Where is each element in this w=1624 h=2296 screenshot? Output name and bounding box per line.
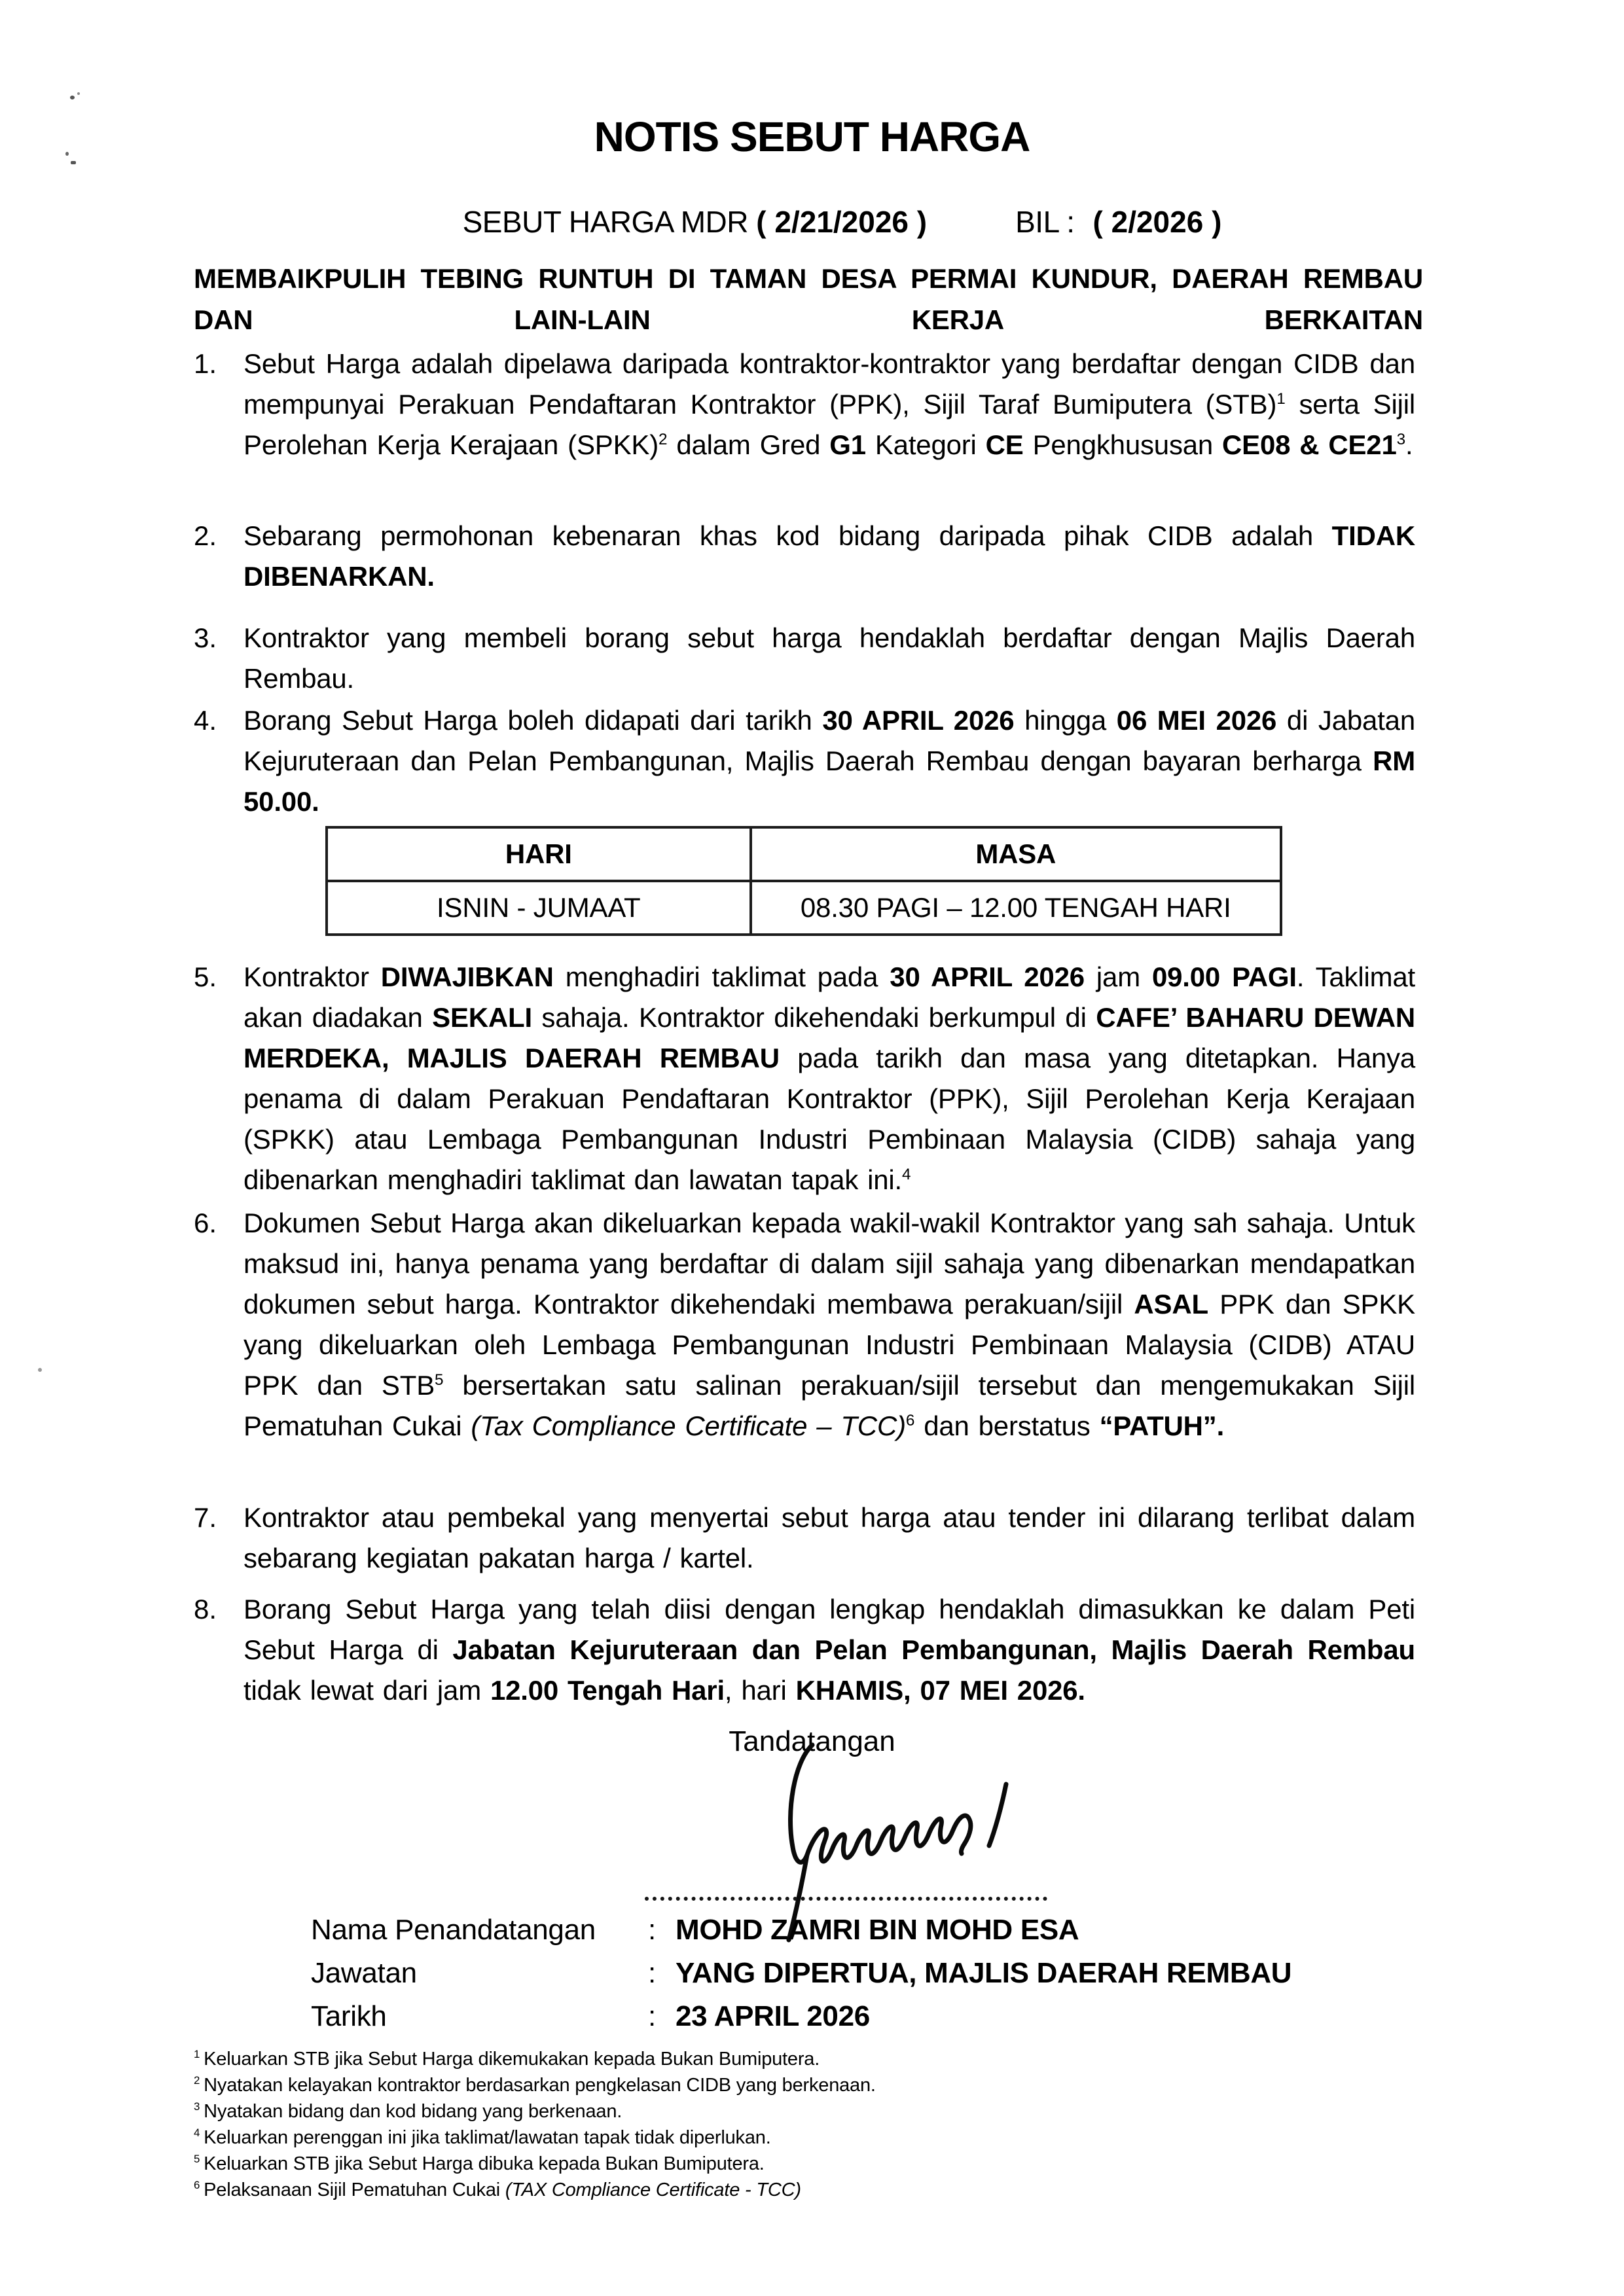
footnote-2 (194, 2072, 1307, 2098)
item-number: 2. (194, 520, 217, 551)
bil-reference (1015, 204, 1221, 240)
list-item-1 (194, 344, 1415, 465)
footnote-6 (194, 2177, 1307, 2203)
footnote-5 (194, 2151, 1307, 2177)
page-title: NOTIS SEBUT HARGA (594, 113, 1030, 160)
table-header-hari: HARI (327, 827, 751, 881)
item-number: 1. (194, 348, 217, 379)
footnote-marker: 5 (194, 2153, 200, 2166)
signature-row-name (311, 1909, 1463, 1952)
footnote-marker: 1 (194, 2048, 200, 2061)
item-text: Borang Sebut Harga yang telah diisi dengan lengkap hendaklah dimasukkan ke dalam Peti Sebut Harga di Jabatan Kejuruteraan dan Pelan Pembangunan, Majlis Daerah Rembau tidak lewat dari jam 12.00 Tengah Hari, hari KHAMIS, 07 MEI 2026. (244, 1594, 1415, 1706)
item-number: 8. (194, 1594, 217, 1624)
footnote-1 (194, 2046, 1307, 2072)
signature-date: 23 APRIL 2026 (676, 2000, 870, 2032)
footnotes (194, 2046, 1307, 2203)
signature-label: Jawatan (311, 1957, 417, 1989)
subject-heading: MEMBAIKPULIH TEBING RUNTUH DI TAMAN DESA PERMAI KUNDUR, DAERAH REMBAU DAN LAIN-LAIN KERJA BERKAITAN (194, 263, 1423, 335)
collection-hours-table (325, 826, 1282, 936)
footnote-marker: 3 (194, 2100, 200, 2113)
list-item-7 (194, 1498, 1415, 1579)
item-text: Borang Sebut Harga boleh didapati dari tarikh 30 APRIL 2026 hingga 06 MEI 2026 di Jabatan Kejuruteraan dan Pelan Pembangunan, Majlis Daerah Rembau dengan bayaran berharga RM 50.00. (244, 705, 1415, 817)
signature-dotted-line (645, 1877, 1047, 1901)
item-number: 4. (194, 705, 217, 736)
footnote-text: Nyatakan kelayakan kontraktor berdasarkan pengkelasan CIDB yang berkenaan. (204, 2075, 876, 2096)
signature-label: Tarikh (311, 2000, 387, 2032)
item-number: 3. (194, 622, 217, 653)
table-row (327, 881, 1281, 935)
footnote-text: Keluarkan STB jika Sebut Harga dibuka kepada Bukan Bumiputera. (204, 2153, 765, 2174)
signatory-name: MOHD ZAMRI BIN MOHD ESA (676, 1914, 1079, 1946)
bil-number: ( 2/2026 ) (1092, 205, 1222, 239)
scan-artifact (38, 1368, 42, 1372)
scan-artifact (70, 96, 75, 99)
signatory-position: YANG DIPERTUA, MAJLIS DAERAH REMBAU (676, 1957, 1292, 1989)
item-text: Kontraktor yang membeli borang sebut harga hendaklah berdaftar dengan Majlis Daerah Rembau. (244, 622, 1415, 694)
scan-artifact (77, 92, 80, 95)
colon-separator: : (648, 2000, 656, 2032)
footnote-4 (194, 2125, 1307, 2151)
quotation-reference (463, 204, 928, 240)
footnote-text: Nyatakan bidang dan kod bidang yang berkenaan. (204, 2101, 623, 2122)
footnote-marker: 4 (194, 2126, 200, 2140)
footnote-text: Pelaksanaan Sijil Pematuhan Cukai (TAX Compliance Certificate - TCC) (204, 2179, 801, 2200)
scan-artifact (71, 161, 76, 164)
table-cell-masa: 08.30 PAGI – 12.00 TENGAH HARI (751, 881, 1281, 935)
list-item-6 (194, 1203, 1415, 1446)
signature-caption: Tandatangan (729, 1725, 895, 1757)
signature-row-position (311, 1952, 1463, 1995)
colon-separator: : (648, 1957, 656, 1989)
list-item-3 (194, 618, 1415, 699)
table-cell-hari: ISNIN - JUMAAT (327, 881, 751, 935)
table-header-masa: MASA (751, 827, 1281, 881)
item-text: Dokumen Sebut Harga akan dikeluarkan kepada wakil-wakil Kontraktor yang sah sahaja. Untuk maksud ini, hanya penama yang berdaftar di dalam sijil sahaja yang dibenarkan mendapatkan dokumen sebut harga. Kontraktor dikehendaki membawa perakuan/sijil ASAL PPK dan SPKK yang dikeluarkan oleh Lembaga Pembangunan Industri Pembinaan Malaysia (CIDB) ATAU PPK dan STB$^5$ bersertakan satu salinan perakuan/sijil tersebut dan mengemukakan Sijil Pematuhan Cukai (Tax Compliance Certificate – TCC)$^6$ dan berstatus “PATUH”. (244, 1208, 1416, 1441)
footnote-text: Keluarkan STB jika Sebut Harga dikemukakan kepada Bukan Bumiputera. (204, 2049, 820, 2070)
table-header-row (327, 827, 1281, 881)
colon-separator: : (648, 1914, 656, 1946)
signature-row-date (311, 1995, 1463, 2038)
list-item-5 (194, 957, 1415, 1200)
reference-line (60, 204, 1624, 240)
bil-label: BIL : (1015, 205, 1075, 239)
signature-label: Nama Penandatangan (311, 1914, 596, 1946)
reference-prefix: SEBUT HARGA MDR (462, 205, 748, 239)
list-item-4 (194, 700, 1415, 822)
footnote-marker: 2 (194, 2074, 200, 2087)
item-text: Kontraktor DIWAJIBKAN menghadiri taklimat pada 30 APRIL 2026 jam 09.00 PAGI. Taklimat akan diadakan SEKALI sahaja. Kontraktor dikehendaki berkumpul di CAFE’ BAHARU DEWAN MERDEKA, MAJLIS DAERAH REMBAU pada tarikh dan masa yang ditetapkan. Hanya penama di dalam Perakuan Pendaftaran Kontraktor (PPK), Sijil Perolehan Kerja Kerajaan (SPKK) atau Lembaga Pembangunan Industri Pembinaan Malaysia (CIDB) sahaja yang dibenarkan menghadiri taklimat dan lawatan tapak ini.$^4$ (244, 961, 1415, 1195)
list-item-8 (194, 1589, 1415, 1711)
item-number: 6. (194, 1208, 217, 1238)
signature-details (311, 1909, 1463, 2038)
item-number: 5. (194, 961, 217, 992)
item-text: Sebarang permohonan kebenaran khas kod bidang daripada pihak CIDB adalah TIDAK DIBENARKAN. (244, 520, 1415, 592)
footnote-marker: 6 (194, 2179, 200, 2192)
item-number: 7. (194, 1502, 217, 1533)
item-text: Sebut Harga adalah dipelawa daripada kontraktor-kontraktor yang berdaftar dengan CIDB dan mempunyai Perakuan Pendaftaran Kontraktor (PPK), Sijil Taraf Bumiputera (STB)$^1$ serta Sijil Perolehan Kerja Kerajaan (SPKK)$^2$ dalam Gred G1 Kategori CE Pengkhususan CE08 & $CE21^3$. (244, 348, 1415, 460)
item-text: Kontraktor atau pembekal yang menyertai sebut harga atau tender ini dilarang terlibat dalam sebarang kegiatan pakatan harga / kartel. (244, 1502, 1415, 1573)
footnote-text: Keluarkan perenggan ini jika taklimat/lawatan tapak tidak diperlukan. (204, 2127, 771, 2148)
reference-number: ( 2/21/2026 ) (756, 205, 928, 239)
list-item-2 (194, 516, 1415, 597)
footnote-3 (194, 2098, 1307, 2125)
